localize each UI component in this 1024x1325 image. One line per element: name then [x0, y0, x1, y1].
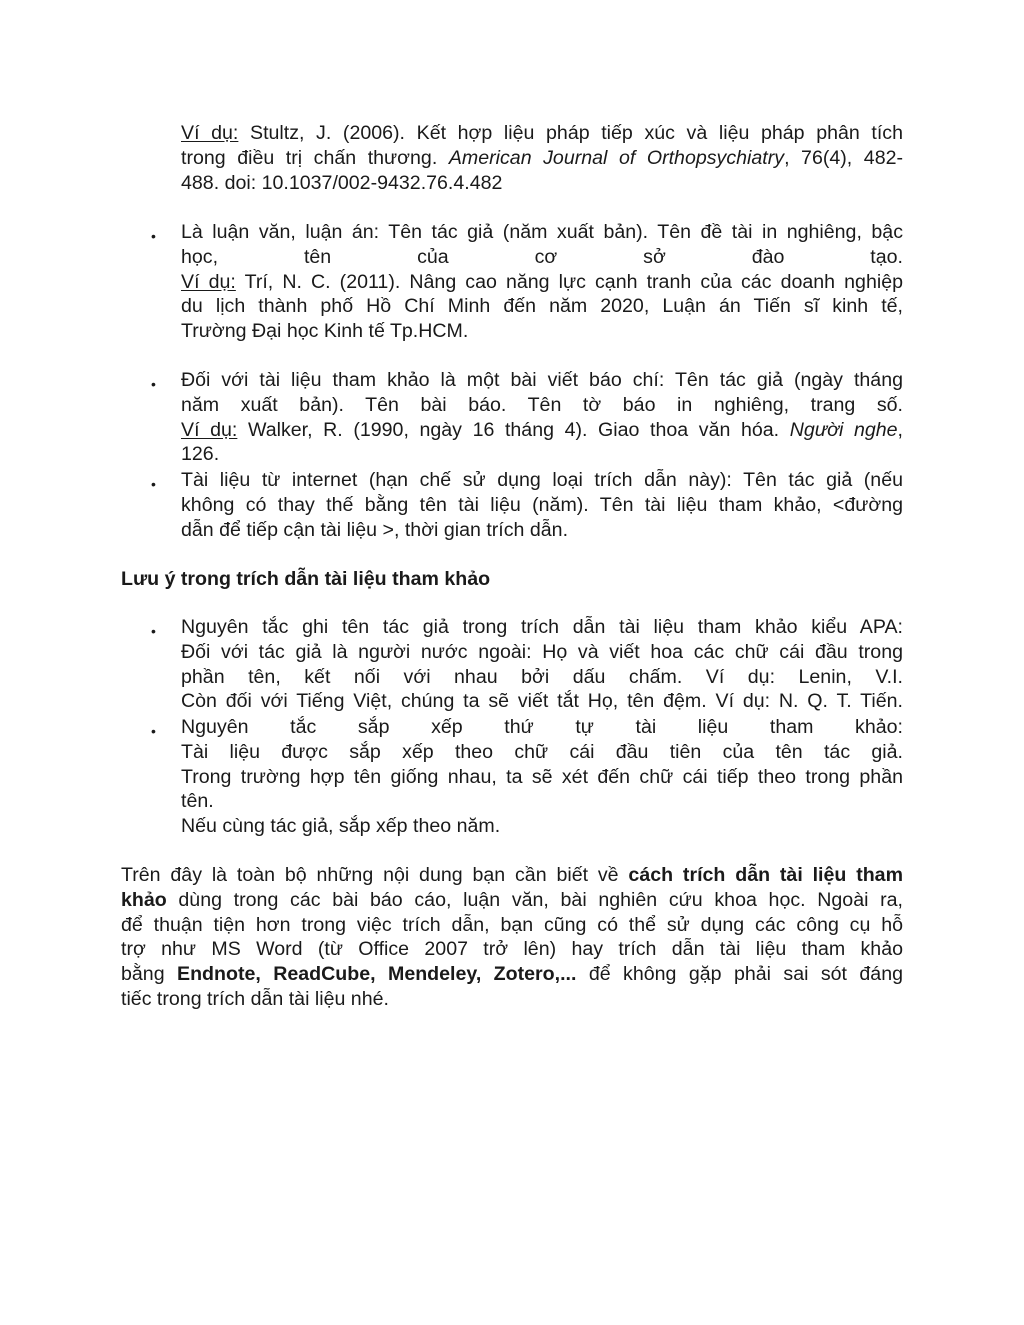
- example-stultz: [181, 121, 903, 195]
- example-label: Ví dụ:: [181, 270, 236, 293]
- example-label: Ví dụ:: [181, 122, 239, 144]
- example-stultz-line-3: 488. doi: 10.1037/002-9432.76.4.482: [181, 171, 503, 194]
- bullet-newspaper: •: [151, 376, 156, 392]
- list-item-order-rule: Nguyên tắc sắp xếp thứ tự tài liệu tham khảo: Tài liệu được sắp xếp theo chữ cái đầu tiên của tên tác giả. Trong trường hợp tên giống nhau, ta sẽ xét đến chữ cái tiếp theo trong phần tên. Nếu cùng tác giả, sắp xếp theo năm.: [181, 716, 903, 838]
- bullet-author-rule: •: [151, 623, 156, 639]
- example-thesis-line: Ví dụ: Trí, N. C. (2011). Nâng cao năng lực cạnh tranh của các doanh nghiệp: [181, 270, 903, 293]
- bullet-internet: •: [151, 476, 156, 492]
- bold-keyword: khảo: [121, 888, 167, 911]
- journal-title: American Journal of Orthopsychiatry: [448, 146, 785, 169]
- bold-tool-names: Endnote, ReadCube, Mendeley, Zotero,...: [177, 963, 577, 986]
- list-item-thesis: Là luận văn, luận án: Tên tác giả (năm xuất bản). Tên đề tài in nghiêng, bậc học, tên của cơ sở đào tạo. Ví dụ: Trí, N. C. (2011). Nâng cao năng lực cạnh tranh của các doanh nghiệp du lịch thành phố Hồ Chí Minh đến năm 2020, Luận án Tiến sĩ kinh tế, Trường Đại học Kinh tế Tp.HCM.: [181, 221, 903, 343]
- bullet-order-rule: •: [151, 723, 156, 739]
- conclusion-paragraph: Trên đây là toàn bộ những nội dung bạn cần biết về cách trích dẫn tài liệu tham khảo dùng trong các bài báo cáo, luận văn, bài nghiên cứu khoa học. Ngoài ra, để thuận tiện hơn trong việc trích dẫn, bạn cũng có thể sử dụng các công cụ hỗ trợ như MS Word (từ Office 2007 trở lên) hay trích dẫn tài liệu tham khảo bằng Endnote, ReadCube, Mendeley, Zotero,... để không gặp phải sai sót đáng tiếc trong trích dẫn tài liệu nhé.: [121, 864, 903, 1010]
- newspaper-title: Người nghe: [789, 418, 898, 441]
- example-label: Ví dụ:: [181, 418, 238, 441]
- list-item-newspaper: Đối với tài liệu tham khảo là một bài viết báo chí: Tên tác giả (ngày tháng năm xuất bản). Tên bài báo. Tên tờ báo in nghiêng, trang số. Ví dụ: Walker, R. (1990, ngày 16 tháng 4). Giao thoa văn hóa. Người nghe, 126.: [181, 369, 903, 466]
- bold-keyword: cách trích dẫn tài liệu tham: [628, 864, 903, 886]
- example-newspaper-line: Ví dụ: Walker, R. (1990, ngày 16 tháng 4). Giao thoa văn hóa. Người nghe,: [181, 418, 903, 441]
- example-stultz-line-1: Ví dụ: Stultz, J. (2006). Kết hợp liệu pháp tiếp xúc và liệu pháp phân tích: [181, 122, 903, 144]
- list-item-author-rule: Nguyên tắc ghi tên tác giả trong trích dẫn tài liệu tham khảo kiểu APA: Đối với tác giả là người nước ngoài: Họ và viết hoa các chữ cái đầu trong phần tên, kết nối với nhau bởi dấu chấm. Ví dụ: Lenin, V.I. Còn đối với Tiếng Việt, chúng ta sẽ viết tắt Họ, tên đệm. Ví dụ: N. Q. T. Tiến.: [181, 616, 903, 713]
- bullet-thesis: •: [151, 228, 156, 244]
- list-item-internet: Tài liệu từ internet (hạn chế sử dụng loại trích dẫn này): Tên tác giả (nếu không có thay thế bằng tên tài liệu (năm). Tên tài liệu tham khảo, <đường dẫn để tiếp cận tài liệu >, thời gian trích dẫn.: [181, 469, 903, 541]
- section-heading: Lưu ý trong trích dẫn tài liệu tham khảo: [121, 568, 491, 590]
- example-stultz-line-2: trong điều trị chấn thương. American Journal of Orthopsychiatry, 76(4), 482-: [181, 146, 903, 169]
